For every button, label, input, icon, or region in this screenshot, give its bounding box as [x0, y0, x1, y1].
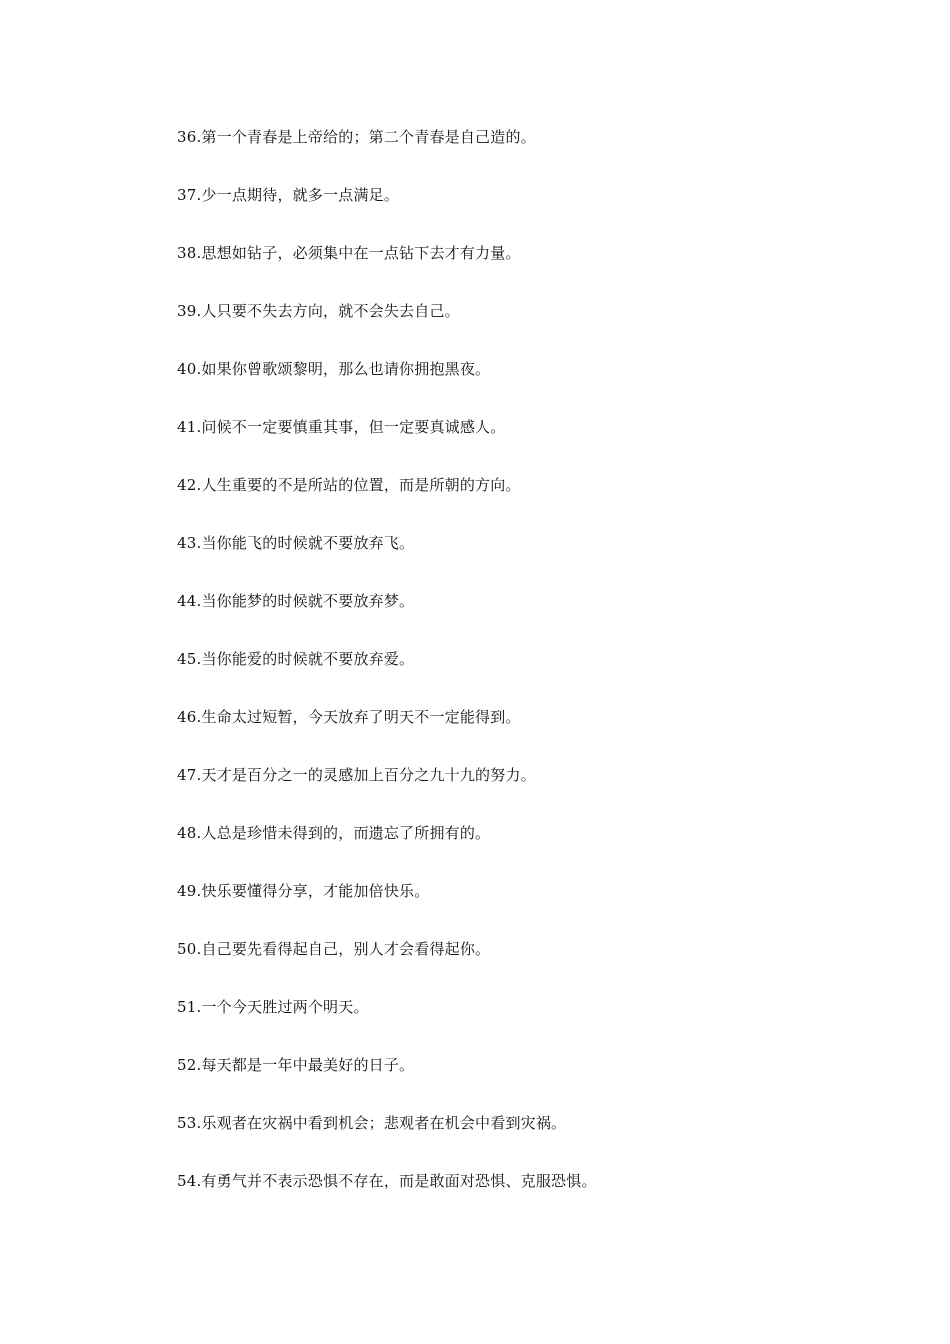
quote-line: 44.当你能梦的时候就不要放弃梦。 [177, 592, 415, 610]
quote-line: 42.人生重要的不是所站的位置，而是所朝的方向。 [177, 476, 521, 494]
quote-line: 49.快乐要懂得分享，才能加倍快乐。 [177, 882, 430, 900]
quote-line: 52.每天都是一年中最美好的日子。 [177, 1056, 415, 1074]
quote-line: 46.生命太过短暂，今天放弃了明天不一定能得到。 [177, 708, 521, 726]
quote-line: 40.如果你曾歌颂黎明，那么也请你拥抱黑夜。 [177, 360, 491, 378]
quote-line: 45.当你能爱的时候就不要放弃爱。 [177, 650, 415, 668]
quote-list [177, 126, 597, 1228]
quote-line: 53.乐观者在灾祸中看到机会；悲观者在机会中看到灾祸。 [177, 1114, 567, 1132]
quote-line: 43.当你能飞的时候就不要放弃飞。 [177, 534, 415, 552]
quote-line: 38.思想如钻子，必须集中在一点钻下去才有力量。 [177, 244, 521, 262]
quote-line: 36.第一个青春是上帝给的；第二个青春是自己造的。 [177, 128, 536, 146]
quote-line: 50.自己要先看得起自己，别人才会看得起你。 [177, 940, 491, 958]
quote-line: 37.少一点期待，就多一点满足。 [177, 186, 400, 204]
quote-line: 48.人总是珍惜未得到的，而遗忘了所拥有的。 [177, 824, 491, 842]
quote-line: 51.一个今天胜过两个明天。 [177, 998, 369, 1016]
quote-line: 39.人只要不失去方向，就不会失去自己。 [177, 302, 460, 320]
quote-line: 47.天才是百分之一的灵感加上百分之九十九的努力。 [177, 766, 536, 784]
quote-line: 41.问候不一定要慎重其事，但一定要真诚感人。 [177, 418, 506, 436]
quote-line: 54.有勇气并不表示恐惧不存在，而是敢面对恐惧、克服恐惧。 [177, 1172, 597, 1190]
